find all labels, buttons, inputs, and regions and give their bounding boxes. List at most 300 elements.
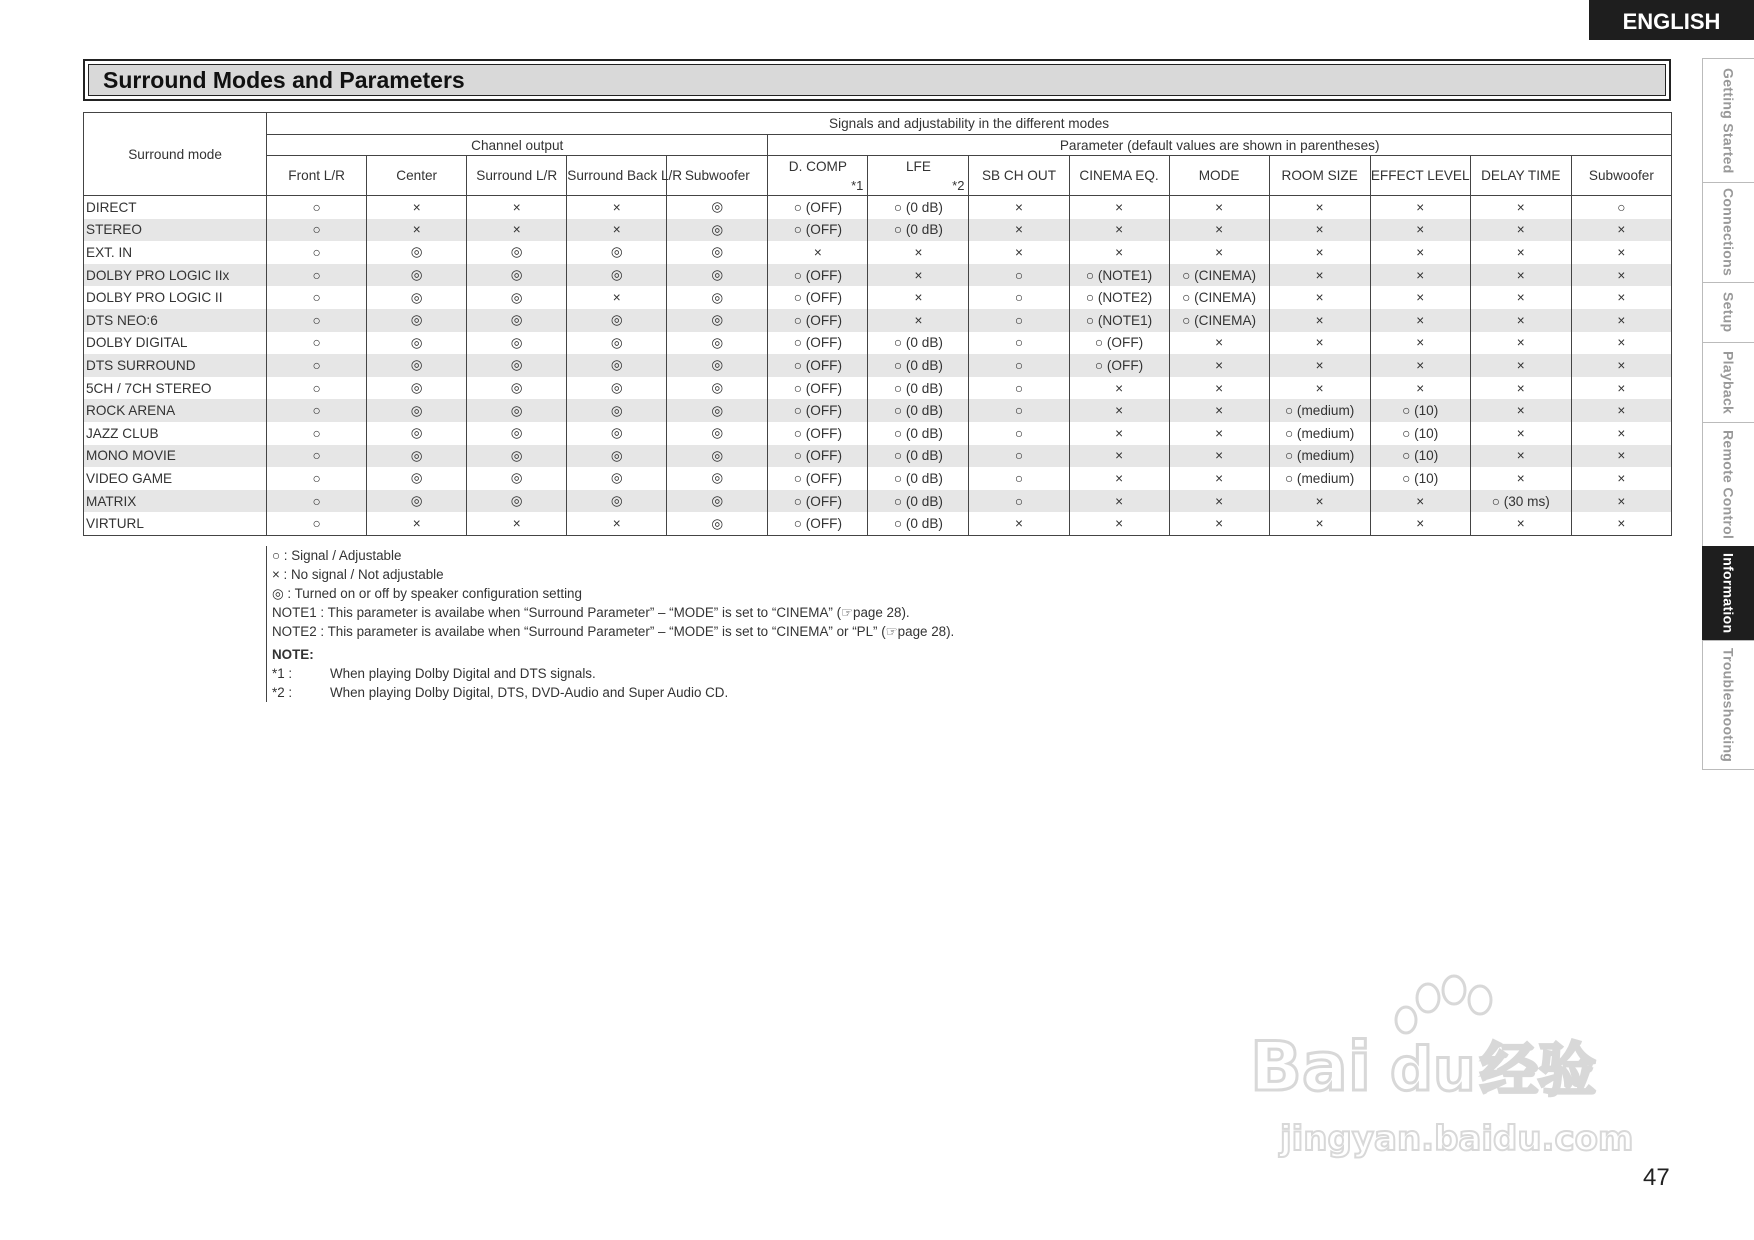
column-header: Surround Back L/R bbox=[567, 156, 667, 196]
table-cell: ◎ bbox=[667, 467, 768, 490]
table-cell: ◎ bbox=[567, 467, 667, 490]
table-cell: ◎ bbox=[567, 445, 667, 468]
table-cell: ○ (0 dB) bbox=[868, 332, 969, 355]
table-cell: × bbox=[1370, 490, 1470, 513]
table-row bbox=[84, 422, 1672, 445]
table-cell: × bbox=[1370, 309, 1470, 332]
table-cell: ○ bbox=[267, 332, 367, 355]
table-cell: × bbox=[1169, 377, 1269, 400]
table-cell: × bbox=[969, 219, 1069, 242]
table-cell: ◎ bbox=[567, 309, 667, 332]
footnote-text: When playing Dolby Digital, DTS, DVD-Audio and Super Audio CD. bbox=[330, 685, 729, 700]
table-cell: ◎ bbox=[467, 309, 567, 332]
table-cell: × bbox=[467, 512, 567, 535]
table-cell: × bbox=[1370, 354, 1470, 377]
table-cell: ◎ bbox=[367, 354, 467, 377]
table-cell: × bbox=[1370, 377, 1470, 400]
table-cell: ○ (OFF) bbox=[768, 467, 868, 490]
surround-mode-name: JAZZ CLUB bbox=[84, 422, 267, 445]
tab-label: Connections bbox=[1720, 188, 1737, 277]
table-cell: ○ bbox=[969, 309, 1069, 332]
table-cell: ○ bbox=[969, 332, 1069, 355]
table-cell: × bbox=[1470, 309, 1571, 332]
table-cell: ◎ bbox=[467, 286, 567, 309]
table-cell: ○ (medium) bbox=[1269, 399, 1370, 422]
table-cell: × bbox=[1169, 467, 1269, 490]
surround-mode-name: ROCK ARENA bbox=[84, 399, 267, 422]
table-cell: ○ (0 dB) bbox=[868, 490, 969, 513]
baidu-watermark-logo bbox=[1240, 970, 1660, 1170]
table-cell: ◎ bbox=[367, 286, 467, 309]
legend-item: NOTE2 : This parameter is availabe when “Surround Parameter” – “MODE” is set to “CINEMA” or “PL” (☞page 28). bbox=[272, 624, 955, 639]
table-cell: ○ bbox=[267, 309, 367, 332]
table-cell: ○ (CINEMA) bbox=[1169, 309, 1269, 332]
table-cell: ○ (NOTE1) bbox=[1069, 309, 1169, 332]
table-cell: × bbox=[1069, 467, 1169, 490]
table-cell: × bbox=[1069, 399, 1169, 422]
table-cell: ◎ bbox=[667, 219, 768, 242]
table-cell: × bbox=[1370, 241, 1470, 264]
table-cell: × bbox=[1470, 399, 1571, 422]
table-cell: ○ (OFF) bbox=[768, 490, 868, 513]
surround-mode-name: MATRIX bbox=[84, 490, 267, 513]
column-header-label: LFE bbox=[905, 159, 931, 174]
surround-mode-name: DOLBY PRO LOGIC IIx bbox=[84, 264, 267, 287]
tab-setup[interactable] bbox=[1702, 282, 1754, 342]
surround-mode-name: VIRTURL bbox=[84, 512, 267, 535]
table-cell: ◎ bbox=[467, 399, 567, 422]
tab-label: Setup bbox=[1720, 292, 1737, 333]
table-cell: ○ (0 dB) bbox=[868, 354, 969, 377]
table-cell: × bbox=[1069, 512, 1169, 535]
table-cell: × bbox=[467, 219, 567, 242]
parameter-header: Parameter (default values are shown in parentheses) bbox=[768, 135, 1672, 156]
table-cell: × bbox=[1370, 512, 1470, 535]
table-cell: × bbox=[367, 219, 467, 242]
table-cell: × bbox=[1069, 445, 1169, 468]
table-cell: ◎ bbox=[667, 309, 768, 332]
language-badge: ENGLISH bbox=[1589, 0, 1754, 40]
table-cell: × bbox=[1269, 377, 1370, 400]
table-cell: × bbox=[367, 196, 467, 219]
table-cell: × bbox=[567, 219, 667, 242]
table-cell: ○ (OFF) bbox=[768, 512, 868, 535]
table-cell: ◎ bbox=[667, 377, 768, 400]
surround-modes-table bbox=[83, 112, 1672, 536]
table-cell: × bbox=[868, 264, 969, 287]
table-cell: ◎ bbox=[467, 422, 567, 445]
table-cell: ○ bbox=[267, 241, 367, 264]
tab-getting-started[interactable] bbox=[1702, 58, 1754, 182]
table-cell: × bbox=[1470, 264, 1571, 287]
table-cell: ○ bbox=[267, 422, 367, 445]
table-cell: ○ bbox=[267, 467, 367, 490]
table-cell: × bbox=[1571, 332, 1671, 355]
table-cell: ◎ bbox=[667, 196, 768, 219]
svg-text:经验: 经验 bbox=[1480, 1036, 1597, 1104]
table-cell: ○ bbox=[267, 445, 367, 468]
table-cell: ○ bbox=[1571, 196, 1671, 219]
table-cell: ◎ bbox=[667, 490, 768, 513]
table-cell: × bbox=[1269, 354, 1370, 377]
table-cell: × bbox=[1169, 196, 1269, 219]
table-cell: ◎ bbox=[667, 332, 768, 355]
svg-text:du: du bbox=[1390, 1035, 1476, 1105]
table-cell: × bbox=[1470, 445, 1571, 468]
table-cell: × bbox=[1470, 286, 1571, 309]
table-cell: ○ (medium) bbox=[1269, 467, 1370, 490]
column-header: ROOM SIZE bbox=[1269, 156, 1370, 196]
column-header: SB CH OUT bbox=[969, 156, 1069, 196]
surround-mode-name: DOLBY DIGITAL bbox=[84, 332, 267, 355]
table-cell: ○ (OFF) bbox=[768, 445, 868, 468]
table-cell: × bbox=[1571, 377, 1671, 400]
table-row bbox=[84, 309, 1672, 332]
tab-remote-control[interactable] bbox=[1702, 422, 1754, 546]
table-cell: × bbox=[1069, 196, 1169, 219]
table-cell: ◎ bbox=[567, 422, 667, 445]
table-cell: × bbox=[1571, 422, 1671, 445]
table-cell: ◎ bbox=[367, 241, 467, 264]
table-cell: ○ bbox=[969, 264, 1069, 287]
table-cell: ○ (OFF) bbox=[768, 219, 868, 242]
column-header: Subwoofer bbox=[667, 156, 768, 196]
table-cell: ◎ bbox=[667, 286, 768, 309]
table-cell: × bbox=[567, 286, 667, 309]
table-cell: × bbox=[1069, 490, 1169, 513]
table-cell: × bbox=[1269, 490, 1370, 513]
svg-text:Bai: Bai bbox=[1250, 1028, 1372, 1107]
table-cell: ○ (NOTE1) bbox=[1069, 264, 1169, 287]
footnote-text: When playing Dolby Digital and DTS signals. bbox=[330, 666, 596, 681]
table-cell: × bbox=[1571, 445, 1671, 468]
table-cell: × bbox=[1169, 241, 1269, 264]
table-row bbox=[84, 445, 1672, 468]
legend-item: × : No signal / Not adjustable bbox=[272, 567, 444, 582]
column-header: Surround L/R bbox=[467, 156, 567, 196]
column-header-label: D. COMP bbox=[788, 159, 847, 174]
table-cell: ○ (medium) bbox=[1269, 445, 1370, 468]
tab-label: Troubleshooting bbox=[1720, 647, 1737, 763]
table-cell: ○ (OFF) bbox=[768, 422, 868, 445]
table-cell: ○ bbox=[969, 422, 1069, 445]
column-header: EFFECT LEVEL bbox=[1370, 156, 1470, 196]
column-header: Subwoofer bbox=[1571, 156, 1671, 196]
channel-output-header: Channel output bbox=[267, 135, 768, 156]
table-cell: ○ bbox=[969, 490, 1069, 513]
table-cell: ○ (0 dB) bbox=[868, 512, 969, 535]
table-cell: ○ (medium) bbox=[1269, 422, 1370, 445]
legend bbox=[266, 546, 954, 702]
table-cell: ○ (OFF) bbox=[768, 332, 868, 355]
table-cell: × bbox=[1269, 196, 1370, 219]
tab-label: Remote Control bbox=[1720, 429, 1737, 540]
table-cell: ○ bbox=[267, 377, 367, 400]
table-row bbox=[84, 354, 1672, 377]
table-cell: × bbox=[1370, 219, 1470, 242]
table-cell: × bbox=[1169, 445, 1269, 468]
tab-label: Playback bbox=[1720, 350, 1737, 415]
table-cell: ◎ bbox=[667, 264, 768, 287]
footnote-key: *1 : bbox=[272, 666, 293, 681]
table-cell: ◎ bbox=[467, 264, 567, 287]
table-cell: ◎ bbox=[567, 354, 667, 377]
table-cell: ◎ bbox=[367, 490, 467, 513]
table-cell: × bbox=[1470, 512, 1571, 535]
table-row bbox=[84, 286, 1672, 309]
table-cell: ○ (CINEMA) bbox=[1169, 264, 1269, 287]
table-cell: ◎ bbox=[367, 467, 467, 490]
table-cell: × bbox=[1571, 512, 1671, 535]
table-cell: ○ bbox=[267, 490, 367, 513]
table-row bbox=[84, 467, 1672, 490]
table-cell: ◎ bbox=[367, 445, 467, 468]
surround-mode-name: EXT. IN bbox=[84, 241, 267, 264]
table-row bbox=[84, 512, 1672, 535]
table-cell: ◎ bbox=[567, 490, 667, 513]
table-cell: × bbox=[1169, 399, 1269, 422]
table-cell: ◎ bbox=[467, 241, 567, 264]
table-row bbox=[84, 490, 1672, 513]
table-cell: × bbox=[1470, 219, 1571, 242]
tab-connections[interactable] bbox=[1702, 182, 1754, 282]
surround-mode-name: VIDEO GAME bbox=[84, 467, 267, 490]
footnote-key: *2 : bbox=[272, 685, 293, 700]
note-title: NOTE: bbox=[272, 647, 314, 662]
table-cell: × bbox=[1169, 332, 1269, 355]
table-cell: × bbox=[969, 196, 1069, 219]
table-cell: ◎ bbox=[367, 309, 467, 332]
column-header: Center bbox=[367, 156, 467, 196]
table-cell: × bbox=[1169, 354, 1269, 377]
column-header bbox=[868, 156, 969, 196]
table-cell: ○ (0 dB) bbox=[868, 422, 969, 445]
table-cell: ○ bbox=[969, 286, 1069, 309]
table-cell: × bbox=[1370, 332, 1470, 355]
table-cell: ◎ bbox=[667, 241, 768, 264]
table-cell: ◎ bbox=[467, 467, 567, 490]
table-cell: ◎ bbox=[567, 241, 667, 264]
table-cell: × bbox=[1470, 422, 1571, 445]
table-cell: ◎ bbox=[467, 490, 567, 513]
table-cell: ○ bbox=[969, 467, 1069, 490]
table-cell: ○ (0 dB) bbox=[868, 196, 969, 219]
table-cell: ○ (0 dB) bbox=[868, 467, 969, 490]
table-cell: ○ bbox=[969, 445, 1069, 468]
table-cell: ○ (OFF) bbox=[768, 377, 868, 400]
table-cell: ◎ bbox=[467, 332, 567, 355]
table-cell: ◎ bbox=[667, 354, 768, 377]
table-cell: × bbox=[1370, 264, 1470, 287]
table-row bbox=[84, 196, 1672, 219]
table-cell: ○ (0 dB) bbox=[868, 445, 969, 468]
column-header: DELAY TIME bbox=[1470, 156, 1571, 196]
table-cell: × bbox=[1571, 241, 1671, 264]
legend-item: ○ : Signal / Adjustable bbox=[272, 548, 402, 563]
table-cell: ◎ bbox=[367, 377, 467, 400]
column-header: CINEMA EQ. bbox=[1069, 156, 1169, 196]
table-cell: × bbox=[1370, 196, 1470, 219]
table-cell: × bbox=[367, 512, 467, 535]
table-cell: × bbox=[567, 196, 667, 219]
table-cell: × bbox=[1069, 422, 1169, 445]
table-cell: × bbox=[1169, 422, 1269, 445]
table-cell: ○ (OFF) bbox=[768, 309, 868, 332]
footnote-mark: *1 bbox=[851, 178, 864, 193]
table-cell: × bbox=[1169, 490, 1269, 513]
table-cell: ◎ bbox=[667, 512, 768, 535]
table-row bbox=[84, 241, 1672, 264]
table-cell: × bbox=[1571, 264, 1671, 287]
table-row bbox=[84, 219, 1672, 242]
table-cell: × bbox=[1069, 241, 1169, 264]
tab-label: Information bbox=[1720, 553, 1737, 634]
table-cell: × bbox=[768, 241, 868, 264]
table-cell: × bbox=[1169, 219, 1269, 242]
table-cell: × bbox=[868, 309, 969, 332]
side-tab-list bbox=[1702, 58, 1754, 770]
table-cell: ○ bbox=[267, 264, 367, 287]
surround-mode-header: Surround mode bbox=[84, 113, 267, 196]
table-cell: ○ (0 dB) bbox=[868, 219, 969, 242]
table-cell: × bbox=[1571, 219, 1671, 242]
table-cell: × bbox=[1269, 512, 1370, 535]
column-header bbox=[768, 156, 868, 196]
table-cell: × bbox=[969, 241, 1069, 264]
table-cell: ◎ bbox=[667, 399, 768, 422]
table-cell: ○ (OFF) bbox=[1069, 354, 1169, 377]
table-cell: ◎ bbox=[567, 377, 667, 400]
section-heading bbox=[83, 59, 1671, 101]
table-cell: ○ (OFF) bbox=[1069, 332, 1169, 355]
table-cell: × bbox=[1069, 377, 1169, 400]
signals-header: Signals and adjustability in the different modes bbox=[267, 113, 1672, 135]
column-header: Front L/R bbox=[267, 156, 367, 196]
table-cell: ○ bbox=[267, 286, 367, 309]
table-cell: ○ (OFF) bbox=[768, 196, 868, 219]
table-cell: ◎ bbox=[367, 332, 467, 355]
table-row bbox=[84, 399, 1672, 422]
legend-item: NOTE1 : This parameter is availabe when “Surround Parameter” – “MODE” is set to “CINEMA” (☞page 28). bbox=[272, 605, 910, 620]
section-title: Surround Modes and Parameters bbox=[88, 64, 1666, 96]
tab-playback[interactable] bbox=[1702, 342, 1754, 422]
tab-information[interactable] bbox=[1702, 546, 1754, 640]
table-cell: × bbox=[1269, 241, 1370, 264]
table-cell: ○ bbox=[267, 196, 367, 219]
table-cell: × bbox=[567, 512, 667, 535]
table-cell: ○ bbox=[969, 377, 1069, 400]
table-cell: × bbox=[1571, 309, 1671, 332]
table-cell: × bbox=[1269, 264, 1370, 287]
table-cell: × bbox=[1269, 309, 1370, 332]
table-cell: × bbox=[1470, 467, 1571, 490]
table-cell: ○ (OFF) bbox=[768, 264, 868, 287]
table-cell: × bbox=[1571, 467, 1671, 490]
table-cell: ○ (0 dB) bbox=[868, 399, 969, 422]
table-cell: ○ (NOTE2) bbox=[1069, 286, 1169, 309]
table-cell: ○ (10) bbox=[1370, 399, 1470, 422]
tab-troubleshooting[interactable] bbox=[1702, 640, 1754, 770]
table-cell: × bbox=[969, 512, 1069, 535]
table-cell: × bbox=[1571, 490, 1671, 513]
surround-mode-name: MONO MOVIE bbox=[84, 445, 267, 468]
svg-text:jingyan.baidu.com: jingyan.baidu.com bbox=[1280, 1119, 1634, 1159]
table-cell: ○ bbox=[267, 399, 367, 422]
table-cell: × bbox=[1571, 286, 1671, 309]
table-cell: ○ (CINEMA) bbox=[1169, 286, 1269, 309]
table-cell: × bbox=[1470, 332, 1571, 355]
table-cell: × bbox=[1169, 512, 1269, 535]
table-cell: ◎ bbox=[467, 354, 567, 377]
table-cell: × bbox=[868, 241, 969, 264]
table-cell: ○ (30 ms) bbox=[1470, 490, 1571, 513]
page-number: 47 bbox=[1643, 1164, 1670, 1191]
table-cell: ○ bbox=[267, 354, 367, 377]
table-cell: ○ (10) bbox=[1370, 467, 1470, 490]
table-cell: ◎ bbox=[667, 422, 768, 445]
footnote bbox=[272, 664, 954, 683]
table-cell: ◎ bbox=[367, 422, 467, 445]
table-cell: ○ (OFF) bbox=[768, 286, 868, 309]
footnote bbox=[272, 683, 954, 702]
table-row bbox=[84, 264, 1672, 287]
table-cell: × bbox=[1571, 354, 1671, 377]
surround-mode-name: STEREO bbox=[84, 219, 267, 242]
table-cell: × bbox=[1069, 219, 1169, 242]
table-cell: ○ bbox=[267, 512, 367, 535]
table-cell: ○ bbox=[267, 219, 367, 242]
table-cell: ○ bbox=[969, 399, 1069, 422]
legend-item: ◎ : Turned on or off by speaker configuration setting bbox=[272, 586, 582, 601]
table-cell: ○ bbox=[969, 354, 1069, 377]
footnote-mark: *2 bbox=[952, 178, 965, 193]
table-cell: × bbox=[868, 286, 969, 309]
table-cell: ◎ bbox=[567, 332, 667, 355]
table-cell: ◎ bbox=[467, 445, 567, 468]
table-cell: ◎ bbox=[367, 264, 467, 287]
table-cell: × bbox=[467, 196, 567, 219]
table-cell: ○ (OFF) bbox=[768, 354, 868, 377]
table-cell: × bbox=[1470, 196, 1571, 219]
tab-label: Getting Started bbox=[1720, 67, 1737, 174]
table-cell: ○ (OFF) bbox=[768, 399, 868, 422]
table-cell: × bbox=[1470, 354, 1571, 377]
table-cell: ◎ bbox=[567, 399, 667, 422]
table-cell: ○ (10) bbox=[1370, 445, 1470, 468]
surround-mode-name: DTS NEO:6 bbox=[84, 309, 267, 332]
table-cell: × bbox=[1269, 286, 1370, 309]
table-cell: ○ (0 dB) bbox=[868, 377, 969, 400]
surround-mode-name: DOLBY PRO LOGIC II bbox=[84, 286, 267, 309]
column-header: MODE bbox=[1169, 156, 1269, 196]
table-cell: ◎ bbox=[467, 377, 567, 400]
table-cell: ◎ bbox=[667, 445, 768, 468]
table-cell: × bbox=[1269, 219, 1370, 242]
surround-mode-name: DIRECT bbox=[84, 196, 267, 219]
table-cell: ◎ bbox=[567, 264, 667, 287]
table-cell: × bbox=[1470, 377, 1571, 400]
table-row bbox=[84, 377, 1672, 400]
table-row bbox=[84, 332, 1672, 355]
table-cell: × bbox=[1470, 241, 1571, 264]
surround-mode-name: 5CH / 7CH STEREO bbox=[84, 377, 267, 400]
table-cell: ○ (10) bbox=[1370, 422, 1470, 445]
surround-mode-name: DTS SURROUND bbox=[84, 354, 267, 377]
table-cell: × bbox=[1269, 332, 1370, 355]
table-cell: × bbox=[1571, 399, 1671, 422]
table-cell: × bbox=[1370, 286, 1470, 309]
table-cell: ◎ bbox=[367, 399, 467, 422]
